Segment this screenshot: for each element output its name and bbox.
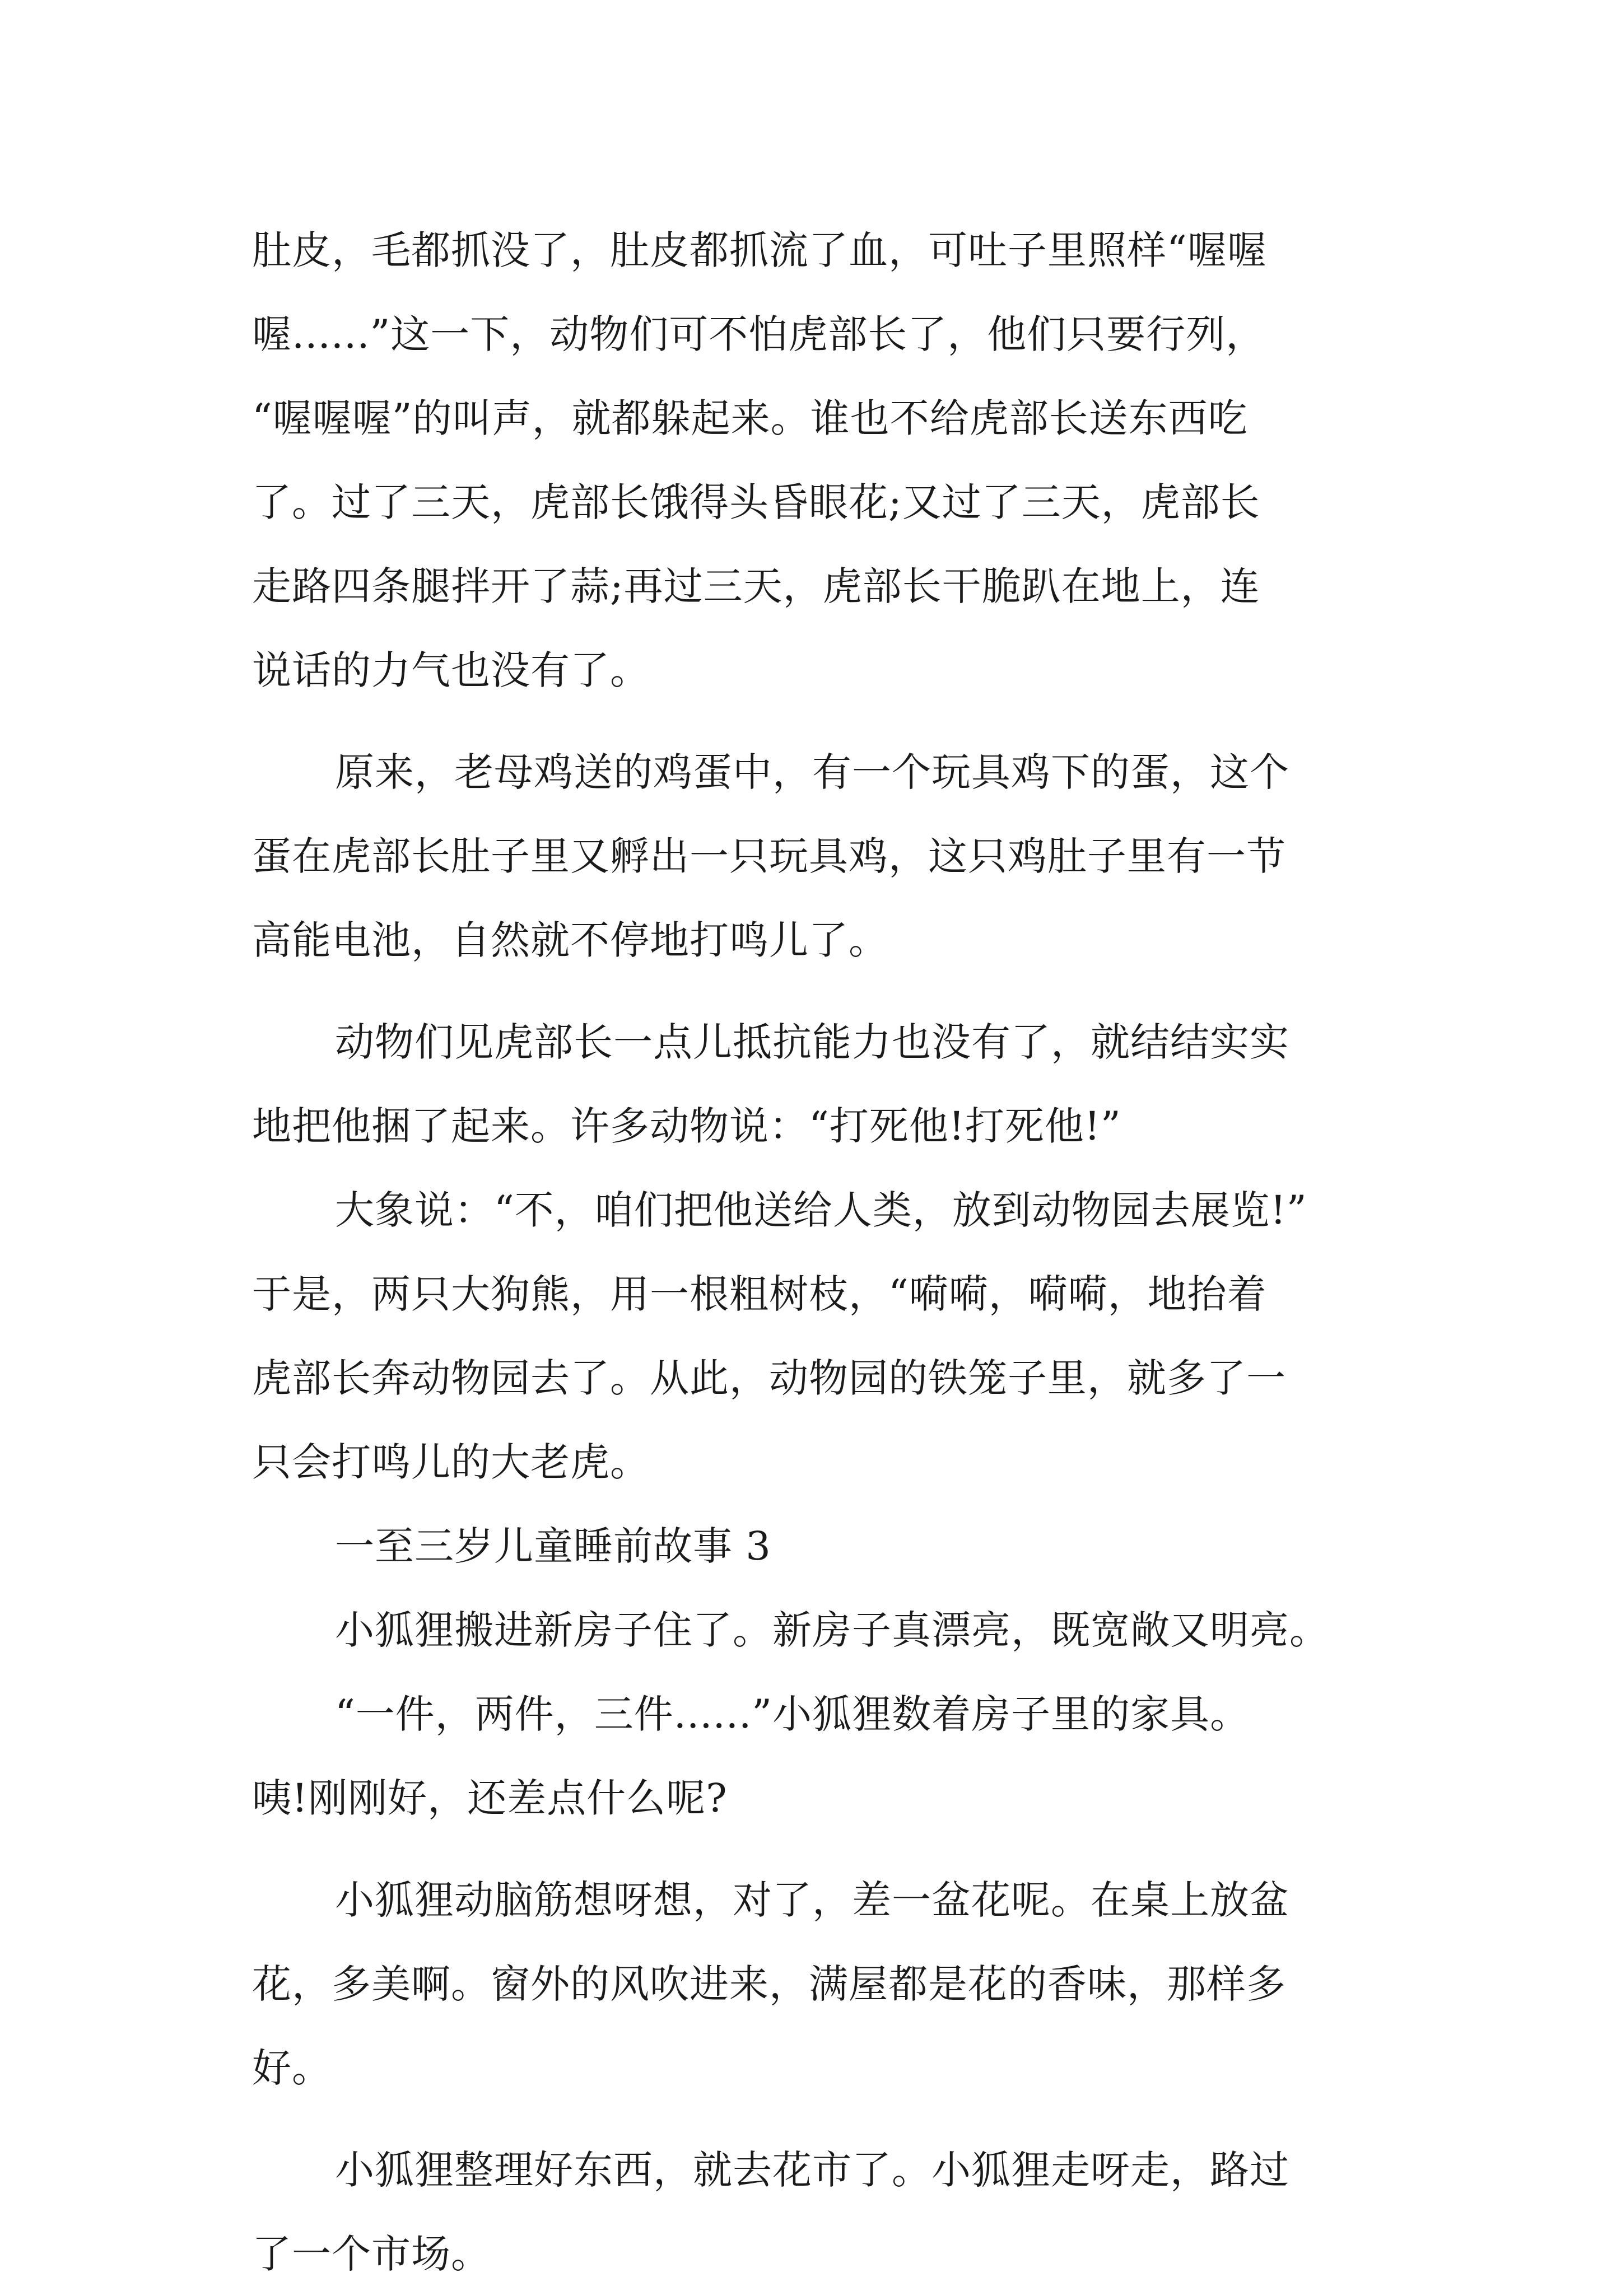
text-line: 小狐狸动脑筋想呀想，对了，差一盆花呢。在桌上放盆	[335, 1877, 1289, 1923]
text-line: 了。过了三天，虎部长饿得头昏眼花;又过了三天，虎部长	[252, 479, 1260, 525]
text-line: 好。	[252, 2045, 332, 2091]
text-line: “一件，两件，三件......”小狐狸数着房子里的家具。	[335, 1691, 1250, 1737]
text-line: 动物们见虎部长一点儿抵抗能力也没有了，就结结实实	[335, 1019, 1289, 1065]
text-line: 地把他捆了起来。许多动物说：“打死他!打死他!”	[252, 1103, 1121, 1149]
text-line: 喔......”这一下，动物们可不怕虎部长了，他们只要行列，	[252, 311, 1266, 357]
text-line: 小狐狸搬进新房子住了。新房子真漂亮，既宽敞又明亮。	[335, 1607, 1329, 1653]
text-line: 蛋在虎部长肚子里又孵出一只玩具鸡，这只鸡肚子里有一节	[252, 833, 1286, 879]
text-line: 小狐狸整理好东西，就去花市了。小狐狸走呀走，路过	[335, 2147, 1289, 2193]
paragraph-gap	[252, 712, 1395, 730]
text-line: 只会打鸣儿的大老虎。	[252, 1439, 650, 1485]
paragraph-gap	[252, 2110, 1395, 2128]
text-line: 花，多美啊。窗外的风吹进来，满屋都是花的香味，那样多	[252, 1961, 1286, 2007]
paragraph-gap	[252, 1840, 1395, 1858]
text-line: 高能电池，自然就不停地打鸣儿了。	[252, 917, 888, 963]
text-line: 肚皮，毛都抓没了，肚皮都抓流了血，可吐子里照样“喔喔	[252, 227, 1267, 273]
paragraph-gap	[252, 982, 1395, 1000]
text-line: 咦!刚刚好，还差点什么呢?	[252, 1775, 728, 1821]
text-line: 大象说：“不，咱们把他送给人类，放到动物园去展览!”	[335, 1187, 1307, 1233]
text-line: 走路四条腿拌开了蒜;再过三天，虎部长干脆趴在地上，连	[252, 563, 1260, 609]
text-line: 于是，两只大狗熊，用一根粗树枝，“嗬嗬，嗬嗬，地抬着	[252, 1271, 1267, 1317]
story-text	[252, 208, 1395, 2296]
text-line: 说话的力气也没有了。	[252, 647, 650, 693]
text-line: 了一个市场。	[252, 2231, 491, 2277]
text-line: “喔喔喔”的叫声，就都躲起来。谁也不给虎部长送东西吃	[252, 395, 1248, 441]
text-line: 虎部长奔动物园去了。从此，动物园的铁笼子里，就多了一	[252, 1355, 1286, 1401]
text-line: 原来，老母鸡送的鸡蛋中，有一个玩具鸡下的蛋，这个	[335, 749, 1289, 795]
text-line: 一至三岁儿童睡前故事 3	[335, 1523, 771, 1569]
